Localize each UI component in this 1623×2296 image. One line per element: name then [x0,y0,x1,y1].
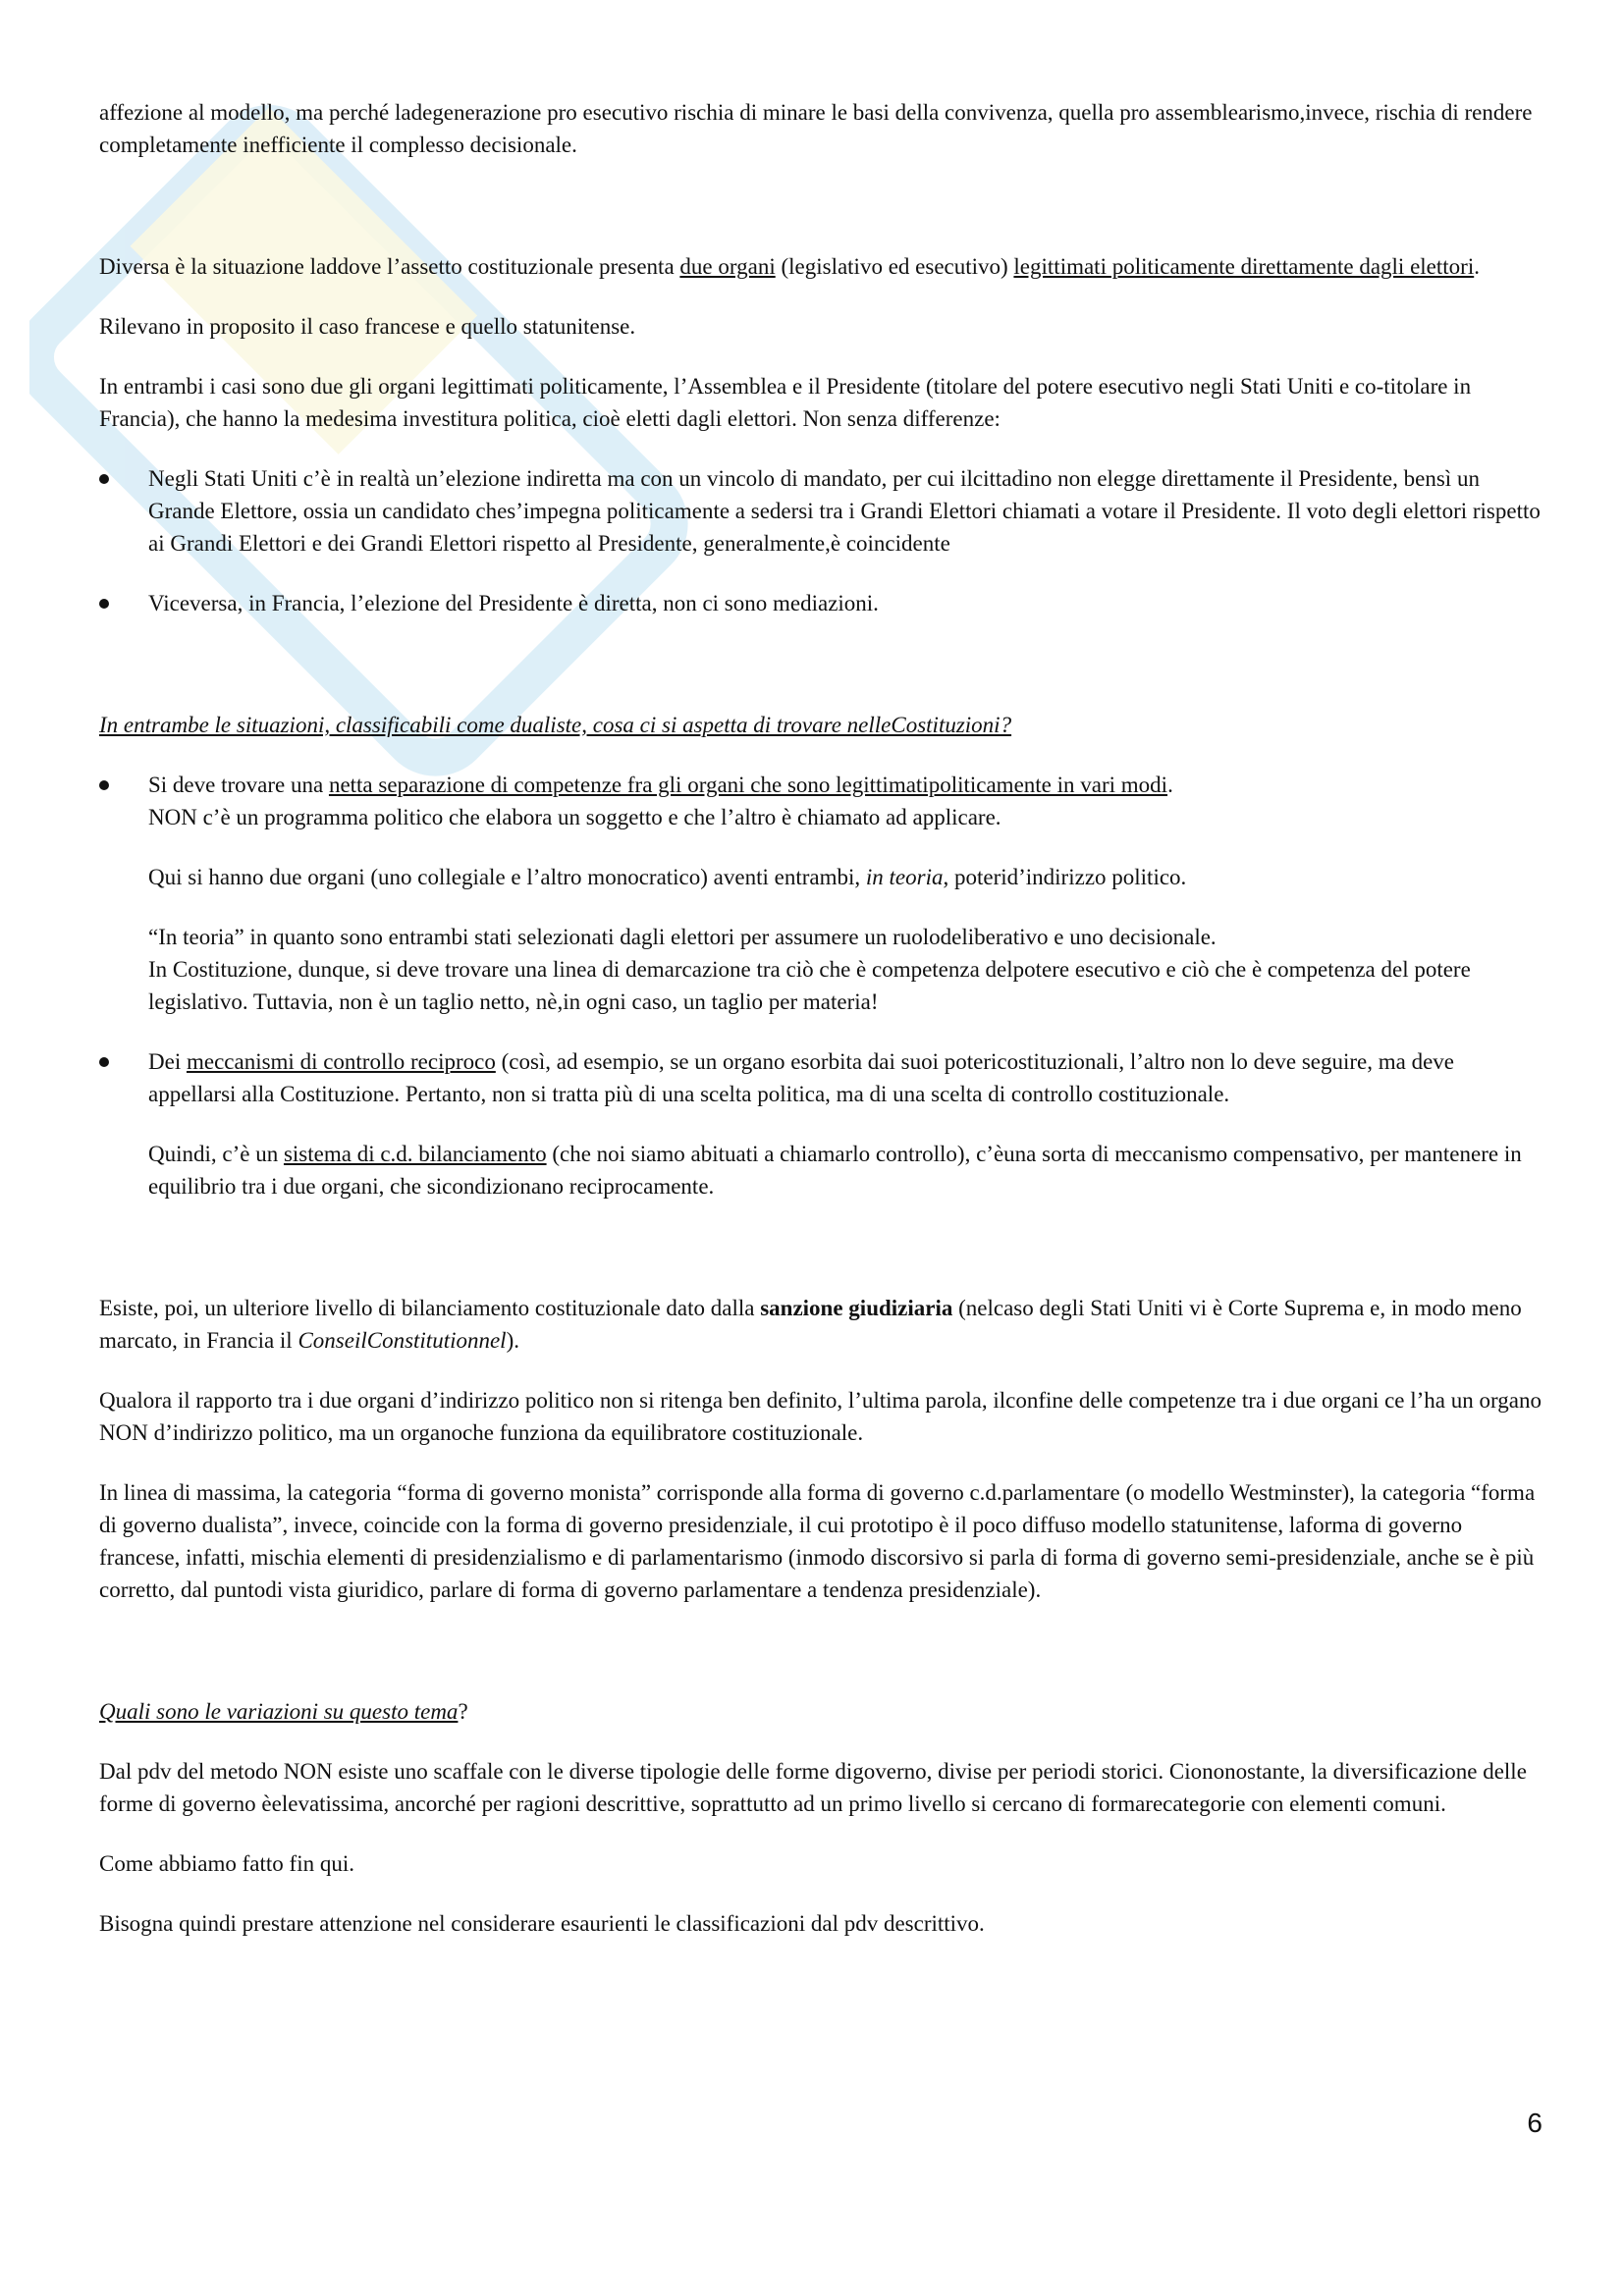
paragraph-qualora: Qualora il rapporto tra i due organi d’indirizzo politico non si ritenga ben definito, l’ultima parola, ilconfine delle competenze tra i due organi ce l’ha un organo NON d’indirizzo politico, ma un organoche funziona da equilibratore costituzionale. [99,1388,1542,1445]
separazione-demarcazione: In Costituzione, dunque, si deve trovare una linea di demarcazione tra ciò che è competenza delpotere esecutivo e ciò che è competenza del potere legislativo. Tuttavia, non è un taglio netto, nè,in ogni caso, un taglio per materia! [148,957,1471,1014]
paragraph-esiste: Esiste, poi, un ulteriore livello di bilanciamento costituzionale dato dalla sanzione giudiziaria (nelcaso degli Stati Uniti vi è Corte Suprema e, in modo meno marcato, in Francia il ConseilConstitutionnel). [99,1296,1522,1353]
separazione-in-teoria: “In teoria” in quanto sono entrambi stati selezionati dagli elettori per assumere un ruolodeliberativo e uno decisionale. [148,925,1217,949]
bullet-list-differenze [99,462,1542,619]
paragraph-diversa: Diversa è la situazione laddove l’assetto costituzionale presenta due organi (legislativo ed esecutivo) legittimati politicamente direttamente dagli elettori. [99,254,1480,279]
opening-paragraph: affezione al modello, ma perché ladegenerazione pro esecutivo rischia di minare le basi della convivenza, quella pro assemblearismo,invece, rischia di rendere completamente inefficiente il complesso decisionale. [99,100,1533,157]
bullet-list-costituzioni [99,769,1542,1202]
paragraph-come: Come abbiamo fatto fin qui. [99,1851,354,1876]
paragraph-dal-pdv: Dal pdv del metodo NON esiste uno scaffale con le diverse tipologie delle forme digoverno, divise per periodi storici. Ciononostante, la diversificazione delle forme di governo èelevatissima, ancorché per ragioni descrittive, soprattutto ad un primo livello si cercano di formarecategorie con elementi comuni. [99,1759,1527,1816]
separazione-programma: NON c’è un programma politico che elabora un soggetto e che l’altro è chiamato ad applicare. [148,805,1001,829]
bullet-stati-uniti: Negli Stati Uniti c’è in realtà un’elezione indiretta ma con un vincolo di mandato, per cui ilcittadino non elegge direttamente il Presidente, bensì un Grande Elettore, ossia un candidato ches’impegna politicamente a sedersi tra i Grandi Elettori chiamati a votare il Presidente. Il voto degli elettori rispetto ai Grandi Elettori e dei Grandi Elettori rispetto al Presidente, generalmente,è coincidente [99,462,1542,560]
page-number: 6 [1527,2108,1542,2138]
question-dualiste: In entrambe le situazioni, classificabili come dualiste, cosa ci si aspetta di trovare nelleCostituzioni? [99,713,1012,737]
separazione-due-organi: Qui si hanno due organi (uno collegiale e l’altro monocratico) aventi entrambi, in teoria, poterid’indirizzo politico. [148,865,1187,889]
bullet-controllo-reciproco [99,1045,1542,1202]
paragraph-entrambi: In entrambi i casi sono due gli organi legittimati politicamente, l’Assemblea e il Presidente (titolare del potere esecutivo negli Stati Uniti e co-titolare in Francia), che hanno la medesima investitura politica, cioè eletti dagli elettori. Non senza differenze: [99,374,1472,431]
question-variazioni: Quali sono le variazioni su questo tema? [99,1699,468,1724]
paragraph-bisogna: Bisogna quindi prestare attenzione nel considerare esaurienti le classificazioni dal pdv descrittivo. [99,1911,985,1936]
controllo-bilanciamento: Quindi, c’è un sistema di c.d. bilanciamento (che noi siamo abituati a chiamarlo controllo), c’èuna sorta di meccanismo compensativo, per mantenere in equilibrio tra i due organi, che sicondizionano reciprocamente. [148,1142,1522,1199]
bullet-francia: Viceversa, in Francia, l’elezione del Presidente è diretta, non ci sono mediazioni. [99,587,1542,619]
paragraph-rilevano: Rilevano in proposito il caso francese e quello statunitense. [99,314,636,339]
separazione-line: Si deve trovare una netta separazione di competenze fra gli organi che sono legittimatipoliticamente in vari modi. [148,773,1173,797]
paragraph-linea-di-massima: In linea di massima, la categoria “forma di governo monista” corrisponde alla forma di governo c.d.parlamentare (o modello Westminster), la categoria “forma di governo dualista”, invece, coincide con la forma di governo presidenziale, il cui prototipo è il poco diffuso modello statunitense, laforma di governo francese, infatti, mischia elementi di presidenzialismo e di parlamentarismo (inmodo discorsivo si parla di forma di governo semi-presidenziale, anche se è più corretto, dal puntodi vista giuridico, parlare di forma di governo parlamentare a tendenza presidenziale). [99,1480,1536,1602]
bullet-separazione [99,769,1542,1018]
controllo-line: Dei meccanismi di controllo reciproco (così, ad esempio, se un organo esorbita dai suoi potericostituzionali, l’altro non lo deve seguire, ma deve appellarsi alla Costituzione. Pertanto, non si tratta più di una scelta politica, ma di una scelta di controllo costituzionale. [148,1049,1455,1106]
document-page [99,96,1542,1940]
